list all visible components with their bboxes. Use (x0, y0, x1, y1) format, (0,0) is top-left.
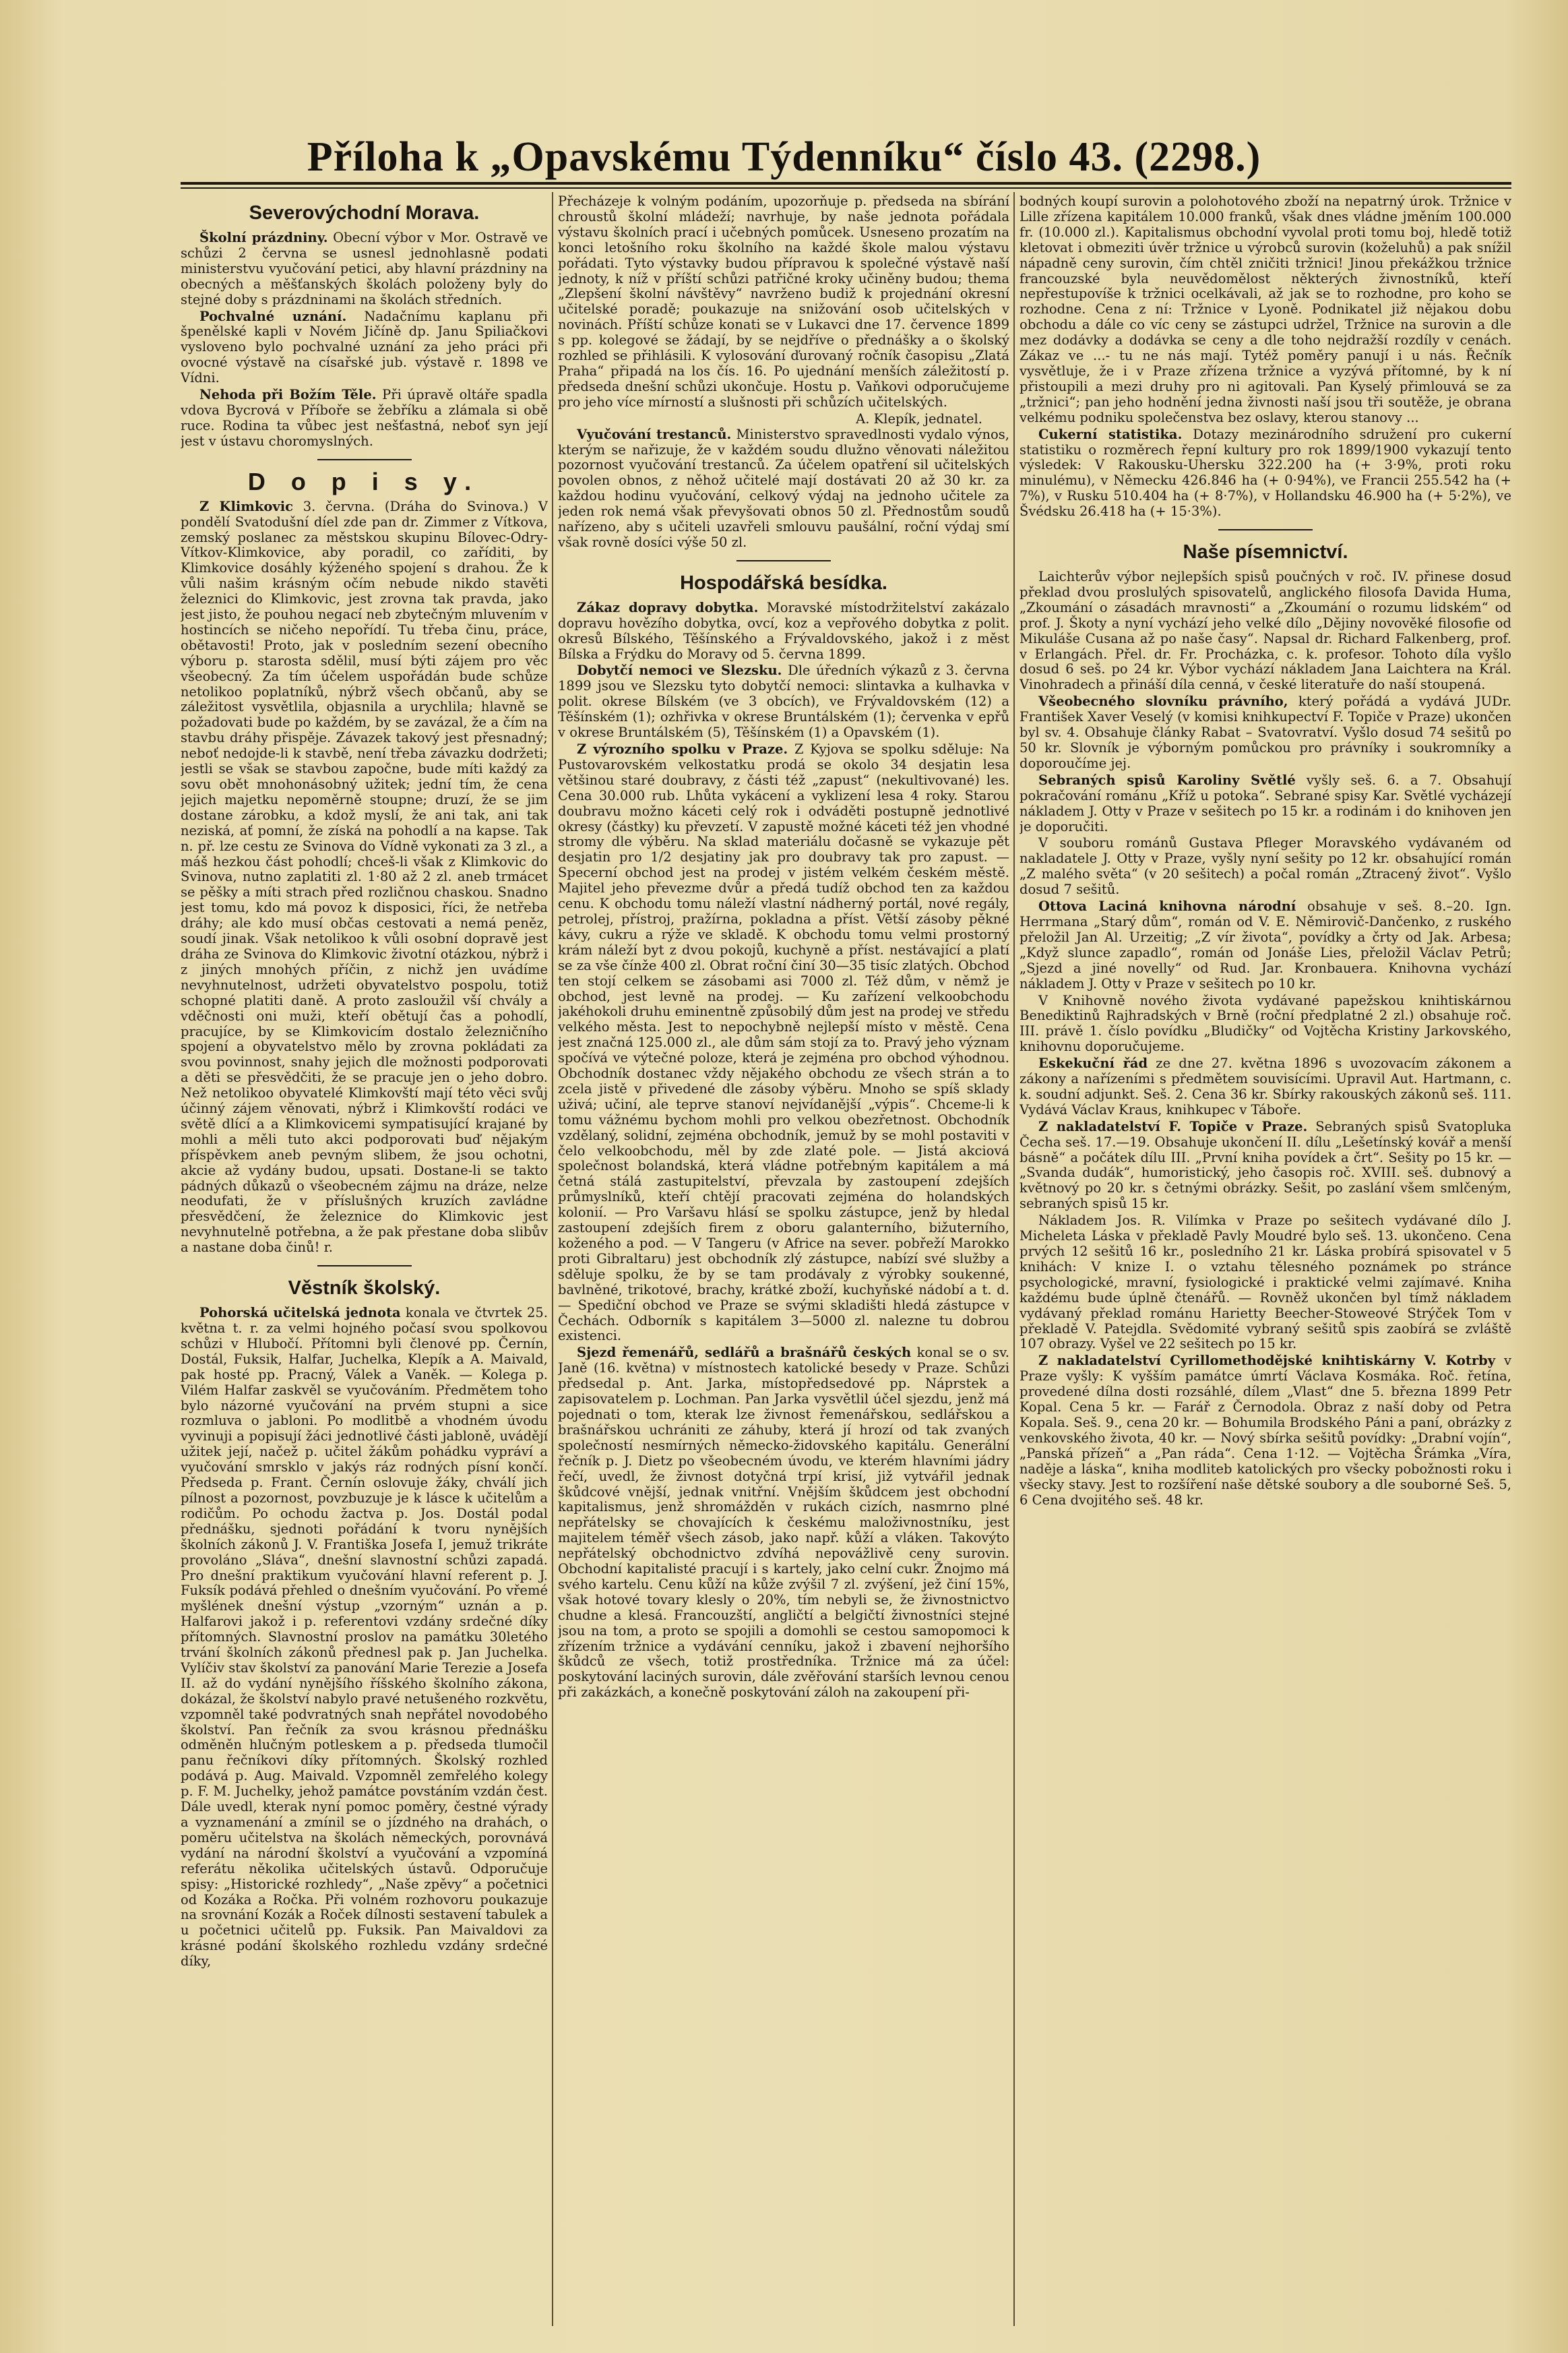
article-text: konal se o sv. Janě (16. května) v místnostech katolické besedy v Praze. Schůzi předsedal p. Ant. Jarka, místopředsedové pp. Náprstek a zapisovatelem p. Lochman. Pan Jarka vysvětlil účel sjezdu, jenž má pojednati o tom, kterak lze živnost řemenářskou, sedlářskou a brašnářskou uchrániti ze záhuby, která jí hrozí od tak zvaných společností nesmírných německo-židovského kapitálu. Generální řečník p. J. Dietz po všeobecném úvodu, ve kterém hlavními jádry řečí, uvedl, že živnost dotyčná trpí krisí, již vytvářil jednak škůdcové vnější, jednak vnitřní. Vnějším škůdcem jest obchodní kapitalismus, jenž shromážděn v rukách cizích, nasmrno plné nepřátelsky se chovajících k českému maloživnostníku, jest majitelem téměř všech zásob, jako např. kůží a vláken. Takovýto nepřátelský obchodnictvo zdvíhá nepovážlivě ceny surovin. Obchodní kapitalisté pracují i s kartely, jako celní cukr. Žnojmo má svého kartelu. Cenu kůží na kůže zvýšil 7 zl. zvýšení, jež činí 15%, však hotové tovary klesly o 20%, tím nebyli se, že živnostnictvo chudne a klesá. Francouzští, angličtí a belgičtí živnostníci stejné jsou na tom, a proto se spojili a domohli se cestou samopomoci k zřízením tržnice a vydávání cenníku, jakož i zbavení nejhoršího škůdců ze všech, totiž prostředníka. Tržnice má za účel: poskytování laciných surovin, dále zvěřování starších levnou cenou při zakázkách, a konečně poskytování záloh na zakoupení při- (558, 1345, 1009, 1701)
article-pochvalne-uznani (181, 309, 548, 387)
article-eskekucni-rad (1020, 1056, 1511, 1118)
article-signature: A. Klepík, jednatel. (856, 410, 982, 427)
article-text: v Praze vyšly: K vyšším památce úmrtí Václava Kosmáka. Roč. řetína, provedené dílna dosti rozsáhlé, dílem „Vlast“ dne 5. března 1899 Petr Kopal. Cena 5 kr. — Farář z Černodola. Obraz z naší doby od Petra Kopala. Seš. 9., cena 20 kr. — Bohumila Brodského Páni a paní, obrázky z venkovského života, 40 kr. — Nový sbírka sešitů povídky: „Drabní vojín“, „Panská přízeň“ a „Pan ráda“. Cena 1·12. — Vojtěcha Šrámka „Víra, naděje a láska“, kniha modliteb katolických pro všecky pobožnosti roku i všecky stavy. Jest to rozšíření naše dětské soubory a dle souborné Seš. 5, 6 Cena dvojitého seš. 48 kr. (1020, 1353, 1511, 1508)
section-divider (317, 1265, 412, 1266)
column-3 (1020, 194, 1511, 2326)
article-knihovna-zivota: V Knihovně nového života vydávané papežskou knihtiskárnou Benediktinů Rajhradských v Brně (roční předplatné 2 zl.) obsahuje roč. III. právě 1. číslo povídku „Bludičky“ od Vojtěcha Kristiny Jarkovského, knihovnu doporučujeme. (1020, 992, 1511, 1055)
article-laichteruv-vybor: Laichterův výbor nejlepších spisů poučných v roč. IV. přinese dosud překlad dvou proslulých spisovatelů, anglického filosofa Davida Huma, „Zkoumání o zásadách mravnosti“ a „Zkoumání o rozumu lidském“ od prof. J. Škoty a nyní vychází jeho velké dílo „Dějiny novověké filosofie od Mikuláše Cusana až po naše časy“. Napsal dr. Richard Falkenberg, prof. v Erlangách. Přel. dr. Fr. Procházka, c. k. profesor. Tohoto díla vyšlo dosud 6 seš. po 24 kr. Výbor vychází nákladem Jana Laichtera na Král. Vinohradech a přináší díla cenná, v české literatuře do naší stoupená. (1020, 569, 1511, 693)
column-1 (181, 194, 548, 2326)
article-cukerni-statistika (1020, 427, 1511, 520)
article-topic (1020, 1120, 1511, 1212)
article-vyvozni-spolek (558, 742, 1009, 1344)
article-lead: Eskekuční řád (1038, 1056, 1148, 1072)
article-lead: Ottova Laciná knihovna národní (1038, 898, 1296, 915)
article-text: ze dne 27. května 1896 s uvozovacím zákonem a zákony a nařízeními s předmětem souvisícími. Upravil Aut. Hartmann, c. k. soudní adjunkt. Seš. 2. Cena 36 kr. Sbírky rakouských zákonů seš. 111. Vydává Václav Kraus, knihkupec v Táboře. (1020, 1056, 1511, 1118)
masthead-rule (181, 182, 1511, 185)
article-lead: Sebraných spisů Karoliny Světlé (1038, 772, 1296, 788)
masthead-title: Příloha k „Opavskému Týdenníku“ číslo 43. (2298.) (307, 134, 1261, 180)
article-text: Obecní výbor v Mor. Ostravě ve schůzi 2 června se usnesl jednohlasně podati ministerstvu vyučování petici, aby hlavní prázdniny na obecných a měšťanských školách položeny byly do stejné doby s prázdninami na školách středních. (181, 230, 548, 307)
article-ottova-knihovna (1020, 899, 1511, 991)
masthead-rule-thin (181, 187, 1511, 189)
section-divider (1218, 529, 1313, 530)
article-text: Nadačnímu kaplanu při špenělské kapli v Novém Jičíně dp. Janu Spiliačkovi vysloveno bylo pochvalné uznání za jeho práci při ovocné výstavě na císařské jub. výstavě r. 1898 ve Vídni. (181, 308, 548, 386)
article-slovnik-pravni (1020, 694, 1511, 772)
article-sjezd-remenaru (558, 1345, 1009, 1701)
article-signature: r. (323, 1240, 334, 1256)
article-continued: Přecházeje k volným podáním, upozorňuje p. předseda na sbírání chroustů školní mládeží; navrhuje, by naše jednota pořádala výstavu školních prací i učebných pomůcek. Usneseno prozatím na konci letošního roku školního na každé škole malou výstavu pořádati. Tyto výstavky budou přípravou k společné výstavě naší jednoty, k níž v příští schůzi patřičné kroky učiněny budou; thema „Zlepšení školní návštěvy“ navrženo budiž k projednání okresní učitelské poradě; poukazuje na snižování osob učitelských v novinách. Příští schůze konati se v Lukavci dne 17. července 1899 s pp. kolegové se žádají, by se nejdříve o přednášky a o školský rozhled se přihlásili. K vylosování ďurovaný ročník časopisu „Zlatá Praha“ připadá na los čís. 16. Po ujednání menších záležitostí p. předseda dnešní schůzi ukončuje. Hostu p. Vaňkovi odporučujeme pro jeho více mírností a slušnosti při schůzích učitelských. (558, 194, 1009, 410)
article-lead: Všeobecného slovníku právního, (1038, 694, 1288, 710)
section-divider (317, 459, 412, 460)
article-text: Při úpravě oltáře spadla vdova Bycrová v Příboře se žebříku a zlámala si obě ruce. Rodina ta vůbec jest nešťastná, neboť syn její jest v ústavu choromyslných. (181, 387, 548, 449)
article-lead: Z Klimkovic (199, 498, 294, 514)
article-lead: Z výrozního spolku v Praze. (577, 741, 788, 757)
article-lead: Pochvalné uznání. (199, 308, 347, 324)
article-klimkovice (181, 499, 548, 1256)
article-zakaz-dopravy (558, 601, 1009, 663)
article-text: obsahuje v seš. 8.–20. Ign. Herrmana „Starý dům“, román od V. E. Němirovič-Dančenko, z ruského přeložil Jan Al. Urzeitig; „Z vír života“, povídky a črty od Jak. Arbesa; „Když slunce zapadlo“, román od Jonáše Lies, přeložil Václav Petrů; „Sjezd a jiné novelly“ od Rud. Jar. Kronbauera. Knihovna vychází nákladem J. Otty v Praze v sešitech po 10 kr. (1020, 898, 1511, 991)
article-lead: Nehoda při Božím Těle. (199, 387, 377, 403)
article-vyucovani-trestancu (558, 427, 1009, 551)
section-divider (736, 560, 831, 561)
article-lead: Cukerní statistika. (1038, 426, 1183, 442)
article-nehoda (181, 388, 548, 450)
article-text: Moravské místodržitelství zakázalo dopravu hovězího dobytka, ovcí, koz a vepřového dobytka z polit. okresů Bílského, Těšínského a Frývaldovského, jakož i z měst Bílska a Frýdku do Moravy od 5. června 1899. (558, 599, 1009, 662)
article-text: Ministerstvo spravedlnosti vydalo výnos, kterým se nařizuje, že v každém soudu dlužno věnovati náležitou pozornost vyučování trestanců. Za účelem opatření sil učitelských povolen obnos, z něhož učitelé mají dostávati 20 až 30 kr. za každou hodinu vyučování, celkový výdaj na jednoho učitele za jeden rok nemá však převyšovati obnos 50 zl. Přednostům soudů nařízeno, aby s učiteli uzavřeli smlouvu paušální, roční výdaj smí však rovně dosíci výše 50 zl. (558, 426, 1009, 550)
column-divider-2 (1013, 192, 1015, 2326)
article-lead: Sjezd řemenářů, sedlářů a brašnářů českých (577, 1345, 912, 1361)
article-lead: Z nakladatelství Cyrillomethodějské knihtiskárny V. Kotrby (1038, 1353, 1496, 1369)
article-text: Sebraných spisů Svatopluka Čecha seš. 17.—19. Obsahuje ukončení II. dílu „Lešetínský kovář a menší básně“ a počátek dílu III. „První kniha povídek a črt“. Sešity po 15 kr. — „Svanda dudák“, humoristický, jeho časopis roč. XVIII. seš. dubnový a květnový po 20 kr. s četnými obrázky. Sešit, po zaslání všem smlčeným, sebraných spisů 15 kr. (1020, 1118, 1511, 1212)
article-lead: Pohorská učitelská jednota (199, 1305, 401, 1321)
column-2 (558, 194, 1009, 2326)
article-text: vyšly seš. 6. a 7. Obsahují pokračování románu „Kříž u potoka“. Sebrané spisy Kar. Světlé vycházejí nákladem J. Otty v Praze v sešitech po 15 kr. a rodinám i do knihoven jen je doporučiti. (1020, 772, 1511, 834)
section-heading-morava: Severovýchodní Morava. (249, 202, 480, 224)
article-svetla (1020, 773, 1511, 835)
article-text: konala ve čtvrtek 25. května t. r. za velmi hojného počasí svou spolkovou schůzi v Hlubočí. Přítomni byli členové pp. Černín, Dostál, Fuksik, Halfar, Juchelka, Klepík a A. Maivald, pak hosté pp. Pracný, Válek a Vaněk. — Kolega p. Vilém Halfar zaskvěl se vyučováním. Předmětem toho bylo názorné vyučování na prvém stupni a sice rozmluva o jabloni. Po modlitbě a vhodném úvodu vyvinuji a popisují žáci jednotlivé části jabloně, uvádějí užitek její, načež p. učitel žákům pohádku vypráví a vyučování smrsklo v jakýs ráz rodných písní končí. Předseda p. Frant. Černín oslovuje žáky, chválí jich pílnost a pozornost, povzbuzuje je k lásce k učitelům a rodičům. Po ochodu žactva p. Jos. Dostál podal přednášku, sjednoti pořádání k tvoru nynějších školních zákonů J. V. Františka Josefa I, jemuž trikráte provoláno „Sláva“, dnešní slavnostní schůzi zapadá. Pro dnešní praktikum vyučování hlavní referent p. J. Fuksík podává přehled o dnešním vyučování. Po vřemé myšlének dnešní výstup „vzorným“ uznán a p. Halfarovi jakož i p. referentovi vzdány srdečné díky přítomných. Slavnostní proslov na památku 30letého trvání školních zákonů přednesl pak p. Jan Juchelka. Vylíčiv stav školství za panování Marie Terezie a Josefa II. až do vydání nynějšího říšského školního zákona, dokázal, že školství nabylo pravé netušeného rozkvětu, vzpomněl také podvratných snah nepřátel novodobého školství. Pan řečník za svou krásnou přednášku odměněn hlučným potleskem a p. předseda tlumočil panu řečníkovi díky přítomných. Školský rozhled podává p. Aug. Maivald. Vzpomněl zemřelého kolegy p. F. M. Juchelky, jehož památce povstáním vzdán čest. Dále uvedl, kterak nyní pomoc poměry, čestné výrady a vyznamenání a zmínil se o jízdného na drahách, o poměru učitelstva na školách německých, porovnává vydání na národní školství a vyučování a vzpomíná referátu několika učitelských ústavů. Odporučuje spisy: „Historické rozhledy“, „Naše zpěvy“ a početnici od Kozáka a Ročka. Při volném rozhovoru poukazuje na srovnání Kozák a Roček dílnosti sestavení tabulek a u početnici učitelů pp. Fuksik. Pan Maivaldovi za krásné podání školského rozhledu vzdány srdečné díky, (181, 1305, 548, 1969)
section-heading-vestnik: Věstník školský. (288, 1277, 441, 1300)
article-pohorska-jednota (181, 1306, 548, 1969)
article-text: který pořádá a vydává JUDr. František Xaver Veselý (v komisi knihkupectví F. Topiče v Praze) ukončen byl sv. 4. Obsahuje články Rabat – Svatovratví. Vyšlo dosud 74 sešitů po 50 kr. Slovník je výborným pomůckou pro právníky i soukromníky a doporoučíme jej. (1020, 694, 1511, 771)
article-continued: bodných koupí surovin a polohotového zboží na nepatrný úrok. Tržnice v Lille zřízena kapitálem 10.000 franků, však dnes vládne jměním 100.000 fr. (10.000 zl.). Kapitalismus obchodní vyvolal proti tomu boj, hledě totiž kletovat i obmeziti úvěr tržnice u výrobců surovin (koželuhů) a pak snížil nápadně ceny surovin, čím chtěl zničiti tržnici! Jinou překážkou tržnice francouzské byla neuvědomělost některých živnostníků, kteří nepřestupovíše k tržnici ocelkávali, až jak se to rozhodne, pro koho se rozhodne. Cena z ní: Tržnice v Lyoně. Podnikatel již nějakou dobu obchodu a dále co víc ceny se zástupci udržel, Tržnice na surovin a dle mez dodávky a dodávka se ceny a dle toho nejdražší rozdíly v cenách. Zákaz ve ...- tu ne nás mají. Tytéž poměry panují i u nás. Řečník vysvětluje, že i v Praze zřízena tržnice a vyzývá přítomné, by k ní přistoupili a mezi druhy pro ni agitovali. Pan Kyselý přimlouvá se za „tržnici“; pan jeho hodnění jedna živnosti naší jsou tři soutěže, je obrana velkému podniku společenstva bez oslavy, kterou stanovy ... (1020, 194, 1511, 425)
article-text: 3. června. (Dráha do Svinova.) V pondělí Svatodušní díel zde pan dr. Zimmer z Vítkova, zemský poslanec za městskou skupinu Bílovec-Odry-Vítkov-Klimkovice, aby poradil, co zaříditi, by Klimkovice dosáhly kýženého spojení s drahou. Že k vůli našim krásným očím nebude nikdo stavěti železnici do Klimkovic, jest zrovna tak pravda, jako jest jisto, že pouhou negací neb zbytečným mluvením v hostincích se ničeho nepořídí. Tu třeba činu, práce, obětavosti! Proto, jak v posledním sezení obecního výboru p. starosta sdělil, musí býti zájem pro věc všeobecný. Za tím účelem uspořádán bude schůze netolikoo poplatníků, nýbrž všech občanů, aby se záležitost vysvětlila, objasnila a urychlila; hlavně se požadovati bude po každém, by se zavázal, že a čím na stavbu dráhy přispěje. Závazek takový jest přesnadný; neboť nedojde-li k stavbě, není třeba závazku dodržeti; jestli se však se stavbou započne, bude míti každý za sovu obět mnohonásobný užitek; jední tím, že cena jejich majetku nepoměrně stoupne; druzí, že se jim dostane zárobku, a kdož myslí, že ani tak, ani tak neziská, ať pomní, že získá na pohodlí a na kapse. Tak n. př. lze cestu ze Svinova do Vídně vykonati za 3 zl., a máš hezkou část pohodlí; chceš-li však z Klimkovic do Svinova, nutno zaplatiti zl. 1·80 až 2 zl. aneb trmácet se pěšky a míti strach před rozličnou chaskou. Snadno jest tomu, kdo má povoz k disposici, říci, že netřeba dráhy; ale kdo musí občas cestovati a nemá peněz, soudí jinak. Však netolikoo k vůli osobní dopravě jest dráha ze Svinova do Klimkovic životní otázkou, nýbrž i z jiných mnohých příčin, z nichž jen uvádíme nevyhnutelnost, udržeti obyvatelstvo pospolu, totiž schopné platiti daně. A proto zasloužil vší chvály a vděčnosti oni muži, kteří obětují čas a pohodlí, pracujíce, by se Klimkovicím dostalo železničního spojení a obyvatelstvo mělo by zrovna pokládati za svou povinnost, snahy jejich dle možnosti podporovati a děti se přesvědčiti, že se pracuje jen o jeho dobro. Než netolikoo obyvatelé Klimkovští mají této věci svůj účinný zájem věnovati, nýbrž i Klimkovští rodáci ve světě dlící a a Klimkovicemi sympatisující krajané by mohli a měli tuto akci podporovati buď nějakým příspěvkem aneb pevným slibem, že jsou ochotni, akcie až vydány budou, upsati. Dostane-li se takto pádných důkazů o všeobecném zájmu na dráze, nelze neodufati, že v příslušných kruzích zavládne přesvědčení, že železnice do Klimkovic jest nevyhnutelně potřebna, a že pak přestane doba slibův a nastane doba činů! (181, 498, 548, 1256)
article-lead: Vyučování trestanců. (577, 426, 732, 442)
article-lead: Zákaz dopravy dobytka. (577, 599, 759, 615)
article-lead: Školní prázdniny. (199, 230, 328, 245)
article-lead: Z nakladatelství F. Topiče v Praze. (1038, 1118, 1308, 1134)
article-dobytci-nemoci (558, 663, 1009, 741)
article-pfleger: V souboru románů Gustava Pfleger Moravského vydávaném od nakladatele J. Otty v Praze, vyšly nyní sešity po 12 kr. obsahující román „Z malého světa“ (v 20 sešitech) a počal román „Ztracený život“. Vyšlo dosud 7 sešitů. (1020, 835, 1511, 898)
article-skolni-prazdniny (181, 231, 548, 308)
section-heading-dopisy: D o p i s y. (247, 467, 481, 495)
article-lead: Dobytčí nemoci ve Slezsku. (577, 663, 782, 679)
section-heading-hospodarska: Hospodářská besídka. (680, 572, 887, 594)
article-text: Dotazy mezinárodního sdružení pro cukerní statistiku o rozměrech řepní kultury pro rok 1899/1900 vykazují tento výsledek: V Rakousku-Uhersku 322.200 ha (+ 3·9%, proti roku minulému), v Německu 426.846 ha (+ 0·94%), ve Francii 255.542 ha (+ 7%), v Rusku 510.404 ha (+ 8·7%), v Hollandsku 46.900 ha (+ 5·2%), ve Švédsku 26.418 ha (+ 15·3%). (1020, 426, 1511, 520)
article-kotrba (1020, 1353, 1511, 1508)
column-divider-1 (552, 192, 553, 2326)
section-heading-pisemnictvi: Naše písemnictví. (1183, 541, 1348, 563)
article-text: Z Kyjova se spolku sděluje: Na Pustovarovském velkostatku prodá se okolo 34 desjatin lesa většinou staré doubravy, z části též „zapust“ (nekultivované) les. Cena 30.000 rub. Lhůta vykácení a vyklizení lesa 4 roky. Starou doubravu možno káceti celý rok i odváděti postupně jednotlivé okresy (částky) ku převzetí. V zapustě možné káceti též jen vhodné stromy dle výběru. Na sklad materiálu dočasně se vykazuje pět desjatin pro 1/2 desjatiny jak pro doubravy tak pro zapust. — Specerní obchod jest na prodej v jistém velkém českém městě. Majitel jeho převezme dvůr a předá tudíž obchod ten za každou cenu. K obchodu tomu náleží vlastní nádherný portál, nové regály, petrolej, přístroj, pražírna, pokladna a příst. Větší zásoby pěkné kávy, cukru a rýže ve skladě. K obchodu tomu velmi prostorný krám náleží byt z dvou pokojů, kuchyně a příst. nestávající a platí se za vše čínže 400 zl. Obrat roční činí 30—35 tisíc zlatých. Obchod ten stojí celkem se zásobami asi 7000 zl. Též dům, v němž je obchod, jest levně na prodej. — Ku zařízení velkoobchodu jakéhokoli druhu eminentně způsobilý dům jest na prodej ve středu velkého města. Jest to nepochybně nejlepší místo v městě. Cena jest značná 125.000 zl., ale dům sám stojí za to. Pravý jeho význam spočívá ve výtečné poloze, která je zejména pro obchod výhodnou. Obchodník dostanec vždy nějakého obchodu ze všech strán a to zcela jistě v přivedené dle zásoby výběru. Mnoho se spíš sklady uživá; učiní, ale teprve stanoví nejvídanější „výpis“. Chceme-li k tomu vážnému bychom mohli pro velkou obezřetnost. Obchodník vzdělaný, solidní, zejména obchodník, jemuž by se mohl postaviti v čelo velkoobchodu, měl by zde zlaté pole. — Jistá akciová společnost bolandská, která vládne potřebným kapitálem a má četná stálá zastupitelství, převzala by zastoupení zdejších průmyslníků, kteří chtějí pracovati zejména do holandských kolonií. — Pro Varšavu hlásí se spolku zástupce, jenž by hledal zastoupení zdejších firem z oboru galanterního, bižuterního, koženého a pod. — V Tangeru (v Africe na sever. pobřeží Marokko proti Gibraltaru) jest obchodník zlý zástupce, nabízí své služby a sděluje spolku, že by se tam prodávaly z výrobky soukenné, bavlněné, trikotové, brachy, krátké zboží, kuchyňské nádobí a t. d. — Spediční obchod ve Praze se svými skladišti hledá zástupce v Čechách. Odborník s kapitálem 3—5000 zl. nalezne tu dobrou existenci. (558, 741, 1009, 1344)
article-text: Dle úředních výkazů z 3. června 1899 jsou ve Slezsku tyto dobytčí nemoci: slintavka a kulhavka v polit. okrese Bílském (ve 3 obcích), ve Frývaldovském (12) a Těšínském (1); ozhřivka v okrese Bruntálském (1); červenka v epřů v okrese Bruntálském (5), Těšínském (1) a Opavském (1). (558, 663, 1009, 741)
article-vilimek: Nákladem Jos. R. Vilímka v Praze po sešitech vydávané dílo J. Micheleta Láska v překladě Pavly Moudré bylo seš. 13. ukončeno. Cena prvých 12 sešitů 16 kr., posledního 21 kr. Láska probírá spisovatel v 5 knihách: V knize I. o vztahu tělesného poznámek po stránce psychologické, mravní, fysiologické i praktické velmi zajímavé. Kniha každému bude úplně čtenářů. — Rovněž ukončen byl tímž nákladem vydávaný překlad románu Harietty Beecher-Stoweové Strýček Tom v překladě V. Patejdla. Svědomité vybraný sešitů spis zaobírá se zvláště 107 obrazy. Vyšel ve 22 sešitech po 15 kr. (1020, 1213, 1511, 1352)
